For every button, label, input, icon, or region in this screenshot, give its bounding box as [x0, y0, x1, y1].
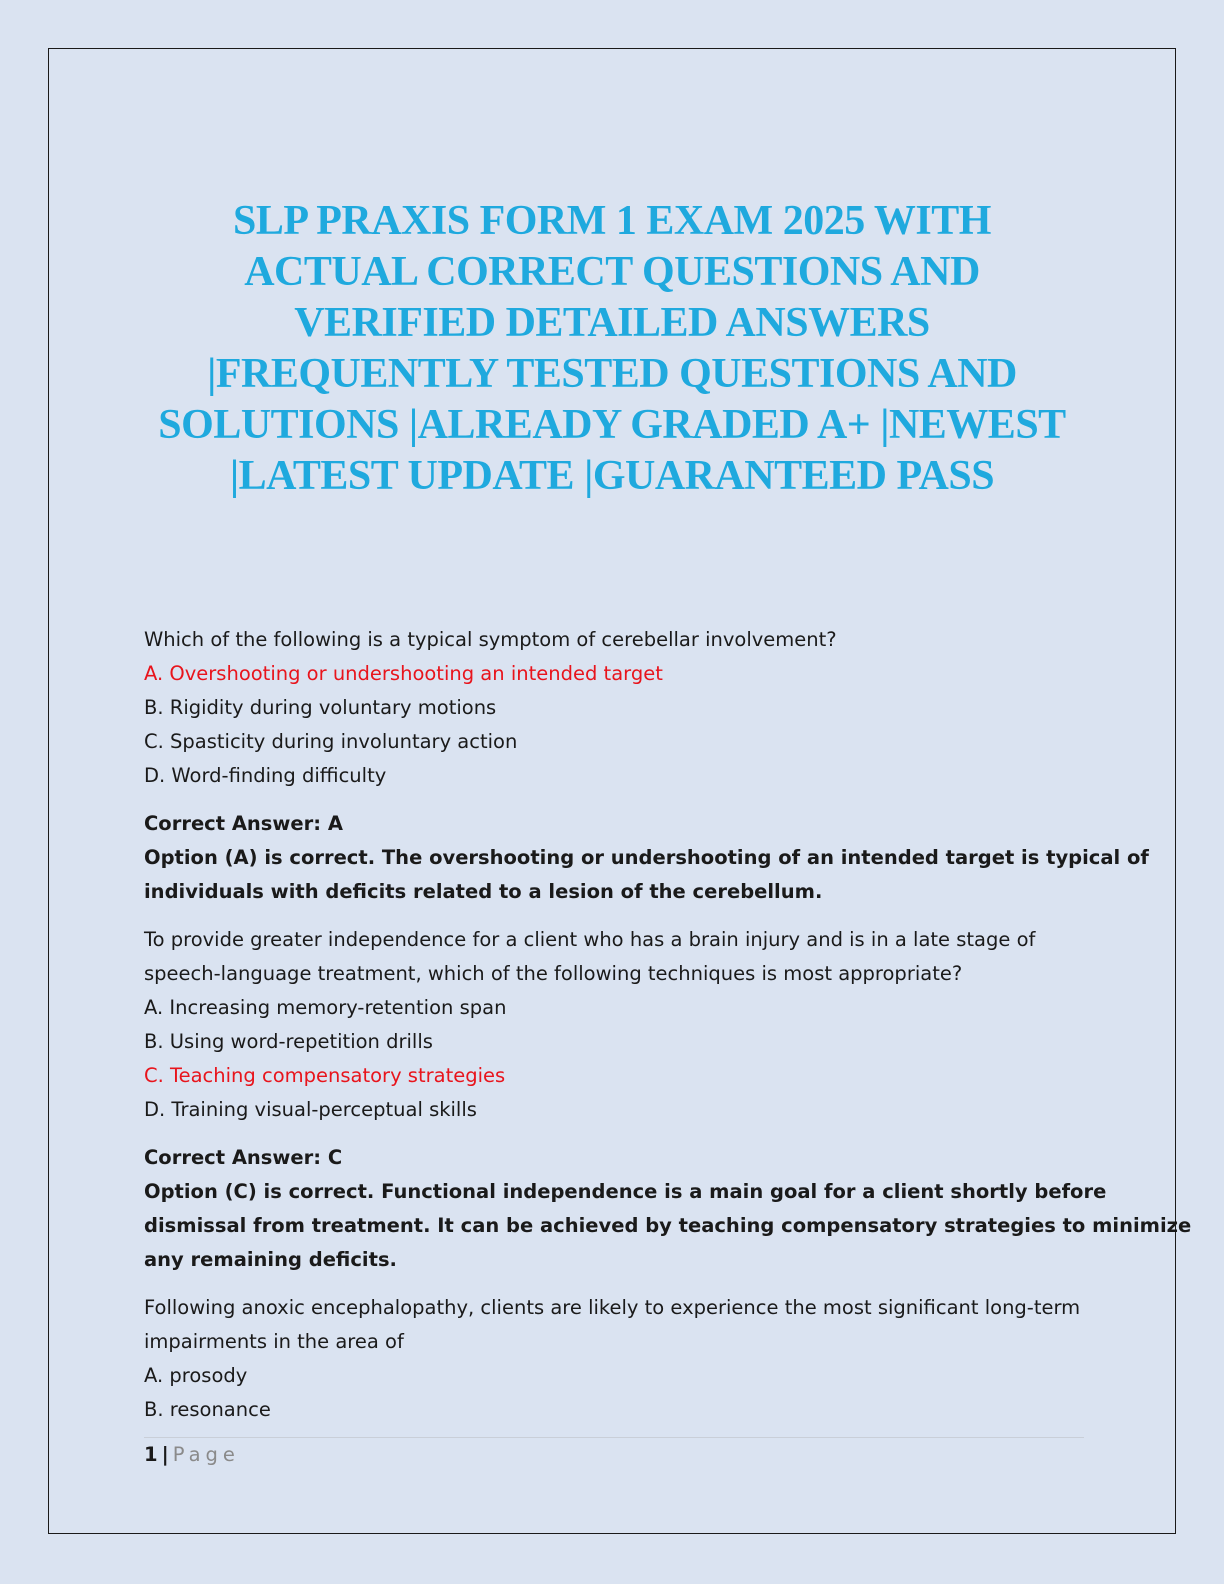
option: B. Rigidity during voluntary motions	[144, 696, 497, 719]
footer-divider	[144, 1437, 1084, 1438]
title-line: ACTUAL CORRECT QUESTIONS AND	[244, 249, 980, 295]
option: C. Spasticity during involuntary action	[144, 730, 518, 753]
explanation: individuals with deficits related to a lesion of the cerebellum.	[144, 880, 823, 903]
option: B. resonance	[144, 1398, 271, 1421]
option: D. Word-finding difficulty	[144, 764, 387, 787]
option-correct: C. Teaching compensatory strategies	[144, 1064, 506, 1087]
option: D. Training visual-perceptual skills	[144, 1098, 477, 1121]
question-block	[144, 923, 1192, 1277]
explanation: Option (C) is correct. Functional independence is a main goal for a client shortly before	[144, 1180, 1107, 1203]
explanation: dismissal from treatment. It can be achieved by teaching compensatory strategies to minimize	[144, 1214, 1192, 1237]
title-line: SLP PRAXIS FORM 1 EXAM 2025 WITH	[233, 198, 991, 244]
document-title	[110, 196, 1114, 502]
explanation: Option (A) is correct. The overshooting or undershooting of an intended target is typical of	[144, 846, 1149, 869]
option: B. Using word-repetition drills	[144, 1030, 433, 1053]
title-line: VERIFIED DETAILED ANSWERS	[294, 300, 930, 346]
page-number: 1	[144, 1443, 158, 1466]
question-stem: speech-language treatment, which of the following techniques is most appropriate?	[144, 962, 963, 985]
title-line: |FREQUENTLY TESTED QUESTIONS AND	[207, 351, 1017, 397]
question-stem: To provide greater independence for a client who has a brain injury and is in a late stage of	[144, 928, 1036, 951]
questions-body	[144, 623, 1192, 1427]
question-stem: impairments in the area of	[144, 1330, 404, 1353]
option: A. Increasing memory-retention span	[144, 996, 507, 1019]
question-stem: Following anoxic encephalopathy, clients are likely to experience the most significant long-term	[144, 1296, 1081, 1319]
explanation: any remaining deficits.	[144, 1248, 397, 1271]
correct-answer: Correct Answer: A	[144, 812, 343, 835]
question-block	[144, 623, 1149, 909]
title-line: |LATEST UPDATE |GUARANTEED PASS	[229, 453, 995, 499]
question-stem: Which of the following is a typical symptom of cerebellar involvement?	[144, 628, 837, 651]
option: A. prosody	[144, 1364, 248, 1387]
page-label: Page	[172, 1443, 240, 1466]
title-line: SOLUTIONS |ALREADY GRADED A+ |NEWEST	[158, 402, 1066, 448]
question-block	[144, 1291, 1084, 1427]
correct-answer: Correct Answer: C	[144, 1146, 343, 1169]
page-footer	[144, 1442, 240, 1468]
option-correct: A. Overshooting or undershooting an intended target	[144, 662, 663, 685]
footer-separator: |	[161, 1443, 169, 1466]
